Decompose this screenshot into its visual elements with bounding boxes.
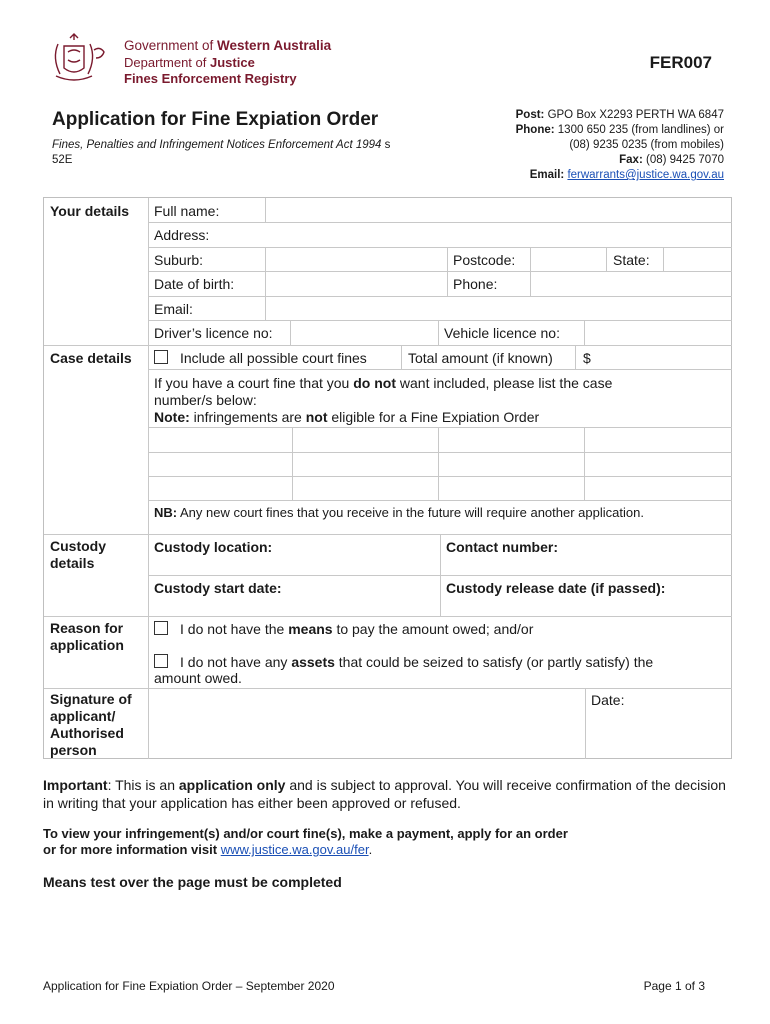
custody-start-label: Custody start date: (154, 580, 282, 596)
dollar-sign: $ (583, 350, 591, 366)
assets-label-line2: amount owed. (154, 670, 242, 686)
section-reason: Reason for application (50, 620, 124, 653)
footer-document-title: Application for Fine Expiation Order – September 2020 (43, 979, 335, 993)
section-custody-details: Custody details (50, 538, 106, 571)
government-name: Government of Western Australia (124, 38, 332, 53)
phone-label: Phone: (453, 276, 498, 292)
vehicle-licence-label: Vehicle licence no: (444, 325, 560, 341)
application-form-table (43, 197, 732, 759)
email-link[interactable]: ferwarrants@justice.wa.gov.au (567, 169, 724, 181)
drivers-licence-label: Driver’s licence no: (154, 325, 273, 341)
postcode-label: Postcode: (453, 252, 516, 268)
section-case-details: Case details (50, 350, 132, 366)
page-title: Application for Fine Expiation Order (52, 109, 379, 130)
means-label: I do not have the means to pay the amount owed; and/or (180, 621, 534, 637)
nb-notice: NB: Any new court fines that you receive in the future will require another application. (154, 505, 644, 520)
custody-location-label: Custody location: (154, 539, 273, 555)
assets-label: I do not have any assets that could be seized to satisfy (or partly satisfy) the (180, 654, 654, 670)
means-checkbox[interactable] (154, 621, 168, 635)
signature-field[interactable] (149, 689, 584, 758)
full-name-label: Full name: (154, 203, 220, 219)
fer-website-link[interactable]: www.justice.wa.gov.au/fer (220, 842, 369, 857)
wa-government-crest-logo (50, 32, 118, 86)
registry-name: Fines Enforcement Registry (124, 71, 297, 86)
contact-number-label: Contact number: (446, 539, 558, 555)
legislation-reference: Fines, Penalties and Infringement Notices Enforcement Act 1994 s 52E (52, 139, 391, 166)
total-amount-label: Total amount (if known) (408, 350, 553, 366)
include-all-checkbox[interactable] (154, 350, 168, 364)
dob-label: Date of birth: (154, 276, 235, 292)
address-label: Address: (154, 227, 210, 243)
contact-block: Post: GPO Box X2293 PERTH WA 6847 Phone: 1300 650 235 (from landlines) or (08) 9235 0235 (from mobiles) Fax: (08) 9425 7070 Email: ferwarrants@justice.wa.gov.au (515, 109, 724, 181)
state-label: State: (613, 252, 650, 268)
section-your-details: Your details (50, 203, 130, 219)
date-label: Date: (591, 692, 625, 708)
more-info-notice: To view your infringement(s) and/or court fine(s), make a payment, apply for an order or for more information visit www.justice.wa.gov.au/fer. (43, 826, 568, 857)
department-name: Department of Justice (124, 55, 255, 70)
suburb-label: Suburb: (154, 252, 204, 268)
email-label: Email: (154, 301, 193, 317)
section-signature: Signature of applicant/ Authorised person (50, 691, 132, 758)
exclude-instruction-line2: number/s below: (154, 392, 257, 408)
important-notice: Important: This is an application only and is subject to approval. You will receive confirmation of the decision in writing that your application has either been approved or refused. (43, 777, 726, 811)
exclude-instruction: If you have a court fine that you do not want included, please list the case (154, 375, 613, 391)
form-code: FER007 (649, 53, 712, 72)
custody-release-label: Custody release date (if passed): (446, 580, 666, 596)
include-all-label: Include all possible court fines (180, 350, 367, 366)
assets-checkbox[interactable] (154, 654, 168, 668)
note-infringements: Note: infringements are not eligible for a Fine Expiation Order (154, 409, 540, 425)
means-test-notice: Means test over the page must be completed (43, 874, 342, 890)
footer-page-number: Page 1 of 3 (643, 979, 705, 993)
